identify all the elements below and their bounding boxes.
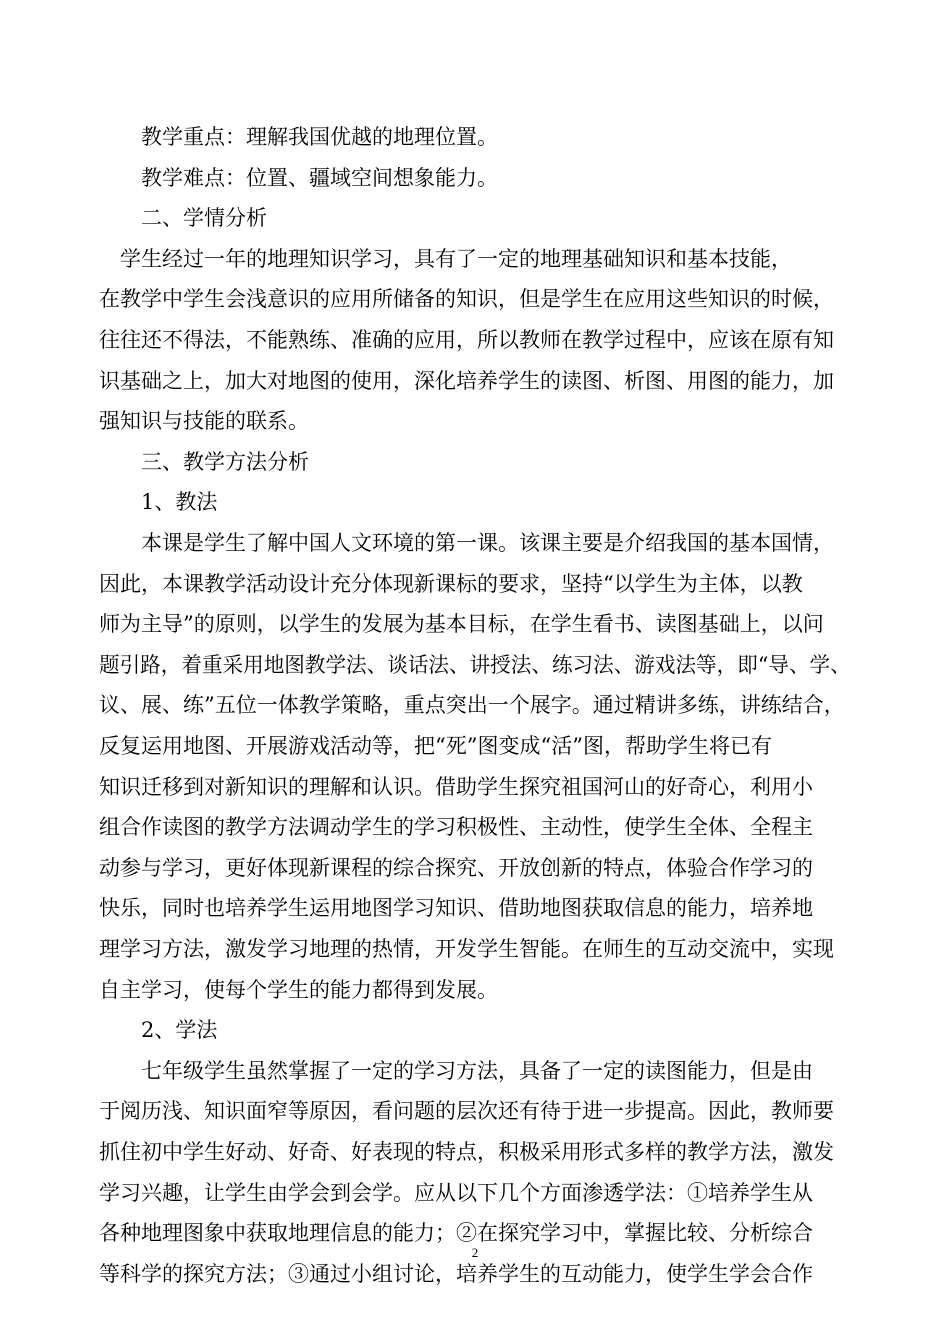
text-line: 因此，本课教学活动设计充分体现新课标的要求，坚持“以学生为主体，以教 xyxy=(99,571,803,596)
text-line: 快乐，同时也培养学生运用地图学习知识、借助地图获取信息的能力，培养地 xyxy=(99,896,813,921)
text-line: 2、学法 xyxy=(99,1018,218,1043)
text-line: 本课是学生了解中国人文环境的第一课。该课主要是介绍我国的基本国情， xyxy=(99,531,834,555)
text-line: 教学重点：理解我国优越的地理位置。 xyxy=(99,125,498,149)
text-line: 自主学习，使每个学生的能力都得到发展。 xyxy=(99,977,498,1002)
text-line: 等科学的探究方法；③通过小组讨论，培养学生的互动能力，使学生学会合作 xyxy=(99,1261,813,1286)
text-line: 于阅历浅、知识面窄等原因，看问题的层次还有待于进一步提高。因此，教师要 xyxy=(99,1099,834,1124)
text-line: 强知识与技能的联系。 xyxy=(99,409,309,434)
text-line: 在教学中学生会浅意识的应用所储备的知识，但是学生在应用这些知识的时候， xyxy=(99,287,834,312)
text-line: 往往还不得法，不能熟练、准确的应用，所以教师在教学过程中，应该在原有知 xyxy=(99,328,834,352)
text-line: 七年级学生虽然掌握了一定的学习方法，具备了一定的读图能力，但是由 xyxy=(99,1058,813,1083)
text-line: 动参与学习，更好体现新课程的综合探究、开放创新的特点，体验合作学习的 xyxy=(99,855,813,880)
text-line: 学习兴趣，让学生由学会到会学。应从以下几个方面渗透学法：①培养学生从 xyxy=(99,1180,813,1205)
text-line: 反复运用地图、开展游戏活动等，把“死”图变成“活”图，帮助学生将已有 xyxy=(99,734,772,758)
text-line: 议、展、练”五位一体教学策略，重点突出一个展字。通过精讲多练，讲练结合， xyxy=(99,693,845,718)
text-line: 学生经过一年的地理知识学习，具有了一定的地理基础知识和基本技能， xyxy=(99,246,792,271)
text-line: 组合作读图的教学方法调动学生的学习积极性、主动性，使学生全体、全程主 xyxy=(99,815,813,840)
text-line: 抓住初中学生好动、好奇、好表现的特点，积极采用形式多样的教学方法，激发 xyxy=(99,1140,834,1164)
text-line: 理学习方法，激发学习地理的热情，开发学生智能。在师生的互动交流中，实现 xyxy=(99,937,834,961)
text-line: 识基础之上，加大对地图的使用，深化培养学生的读图、析图、用图的能力，加 xyxy=(99,368,834,393)
text-line: 各种地理图象中获取地理信息的能力；②在探究学习中，掌握比较、分析综合 xyxy=(99,1221,813,1246)
text-line: 三、教学方法分析 xyxy=(99,449,309,474)
text-line: 教学难点：位置、疆域空间想象能力。 xyxy=(99,165,498,190)
text-line: 知识迁移到对新知识的理解和认识。借助学生探究祖国河山的好奇心，利用小 xyxy=(99,774,813,799)
text-line: 二、学情分析 xyxy=(99,206,267,231)
text-line: 题引路，着重采用地图教学法、谈话法、讲授法、练习法、游戏法等，即“导、学、 xyxy=(99,652,851,677)
text-line: 1、教法 xyxy=(99,490,218,515)
text-line: 师为主导”的原则，以学生的发展为基本目标，在学生看书、读图基础上，以问 xyxy=(99,612,824,637)
page-number: 2 xyxy=(471,1245,479,1260)
